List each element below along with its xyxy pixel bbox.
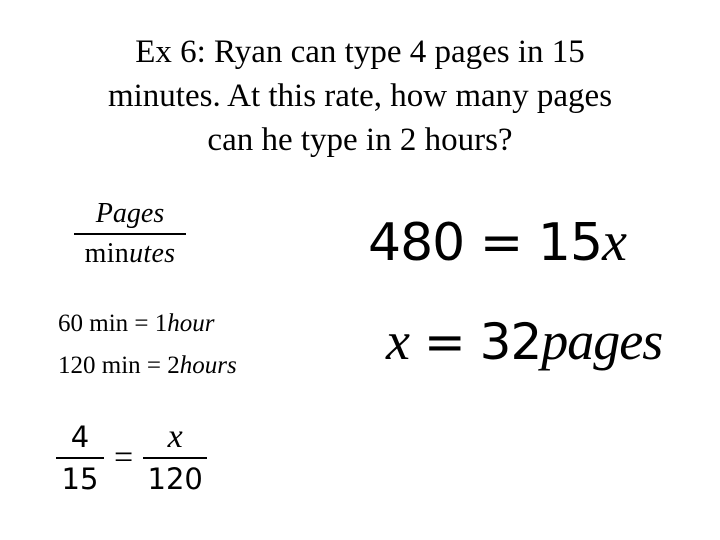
conversion-1-number: 1 <box>154 310 168 337</box>
denominator-prefix: min <box>84 238 130 269</box>
step-2-variable: x <box>386 311 409 371</box>
left-fraction <box>56 419 104 497</box>
conversion-1-equals: = <box>128 310 155 337</box>
right-numerator: x <box>167 418 183 455</box>
proportion-equation <box>56 416 207 500</box>
rate-numerator: Pages <box>95 198 165 229</box>
rate-fraction <box>74 198 186 269</box>
problem-line-2: minutes. At this rate, how many pages <box>107 78 613 114</box>
fraction-bar <box>143 457 207 459</box>
problem-statement <box>40 30 680 162</box>
step-2-value: = 32 <box>408 313 542 371</box>
step-1-expression: 480 = 15 <box>368 213 603 273</box>
left-denominator: 15 <box>61 462 99 496</box>
conversion-2-number: 2 <box>167 352 180 379</box>
conversion-1-unit: hour <box>167 310 215 337</box>
conversion-2 <box>58 352 237 380</box>
conversion-2-equals: = <box>140 352 168 379</box>
conversion-2-unit: hours <box>179 352 237 379</box>
solution-step-2 <box>386 310 662 373</box>
conversion-1-lhs: 60 min <box>58 310 129 337</box>
problem-line-3: can he type in 2 hours? <box>207 122 513 158</box>
fraction-bar <box>56 457 104 459</box>
rate-denominator <box>85 239 176 269</box>
step-2-unit: pages <box>541 311 663 371</box>
conversion-2-lhs: 120 min <box>58 352 141 379</box>
left-numerator: 4 <box>70 420 90 454</box>
right-denominator: 120 <box>147 462 203 496</box>
fraction-bar <box>74 233 186 235</box>
right-fraction <box>143 419 207 497</box>
equals-sign: = <box>114 439 134 476</box>
denominator-suffix: utes <box>129 238 176 269</box>
solution-step-1 <box>368 212 626 273</box>
problem-line-1: Ex 6: Ryan can type 4 pages in 15 <box>135 34 585 70</box>
step-1-variable: x <box>602 211 626 273</box>
conversion-1 <box>58 310 215 338</box>
